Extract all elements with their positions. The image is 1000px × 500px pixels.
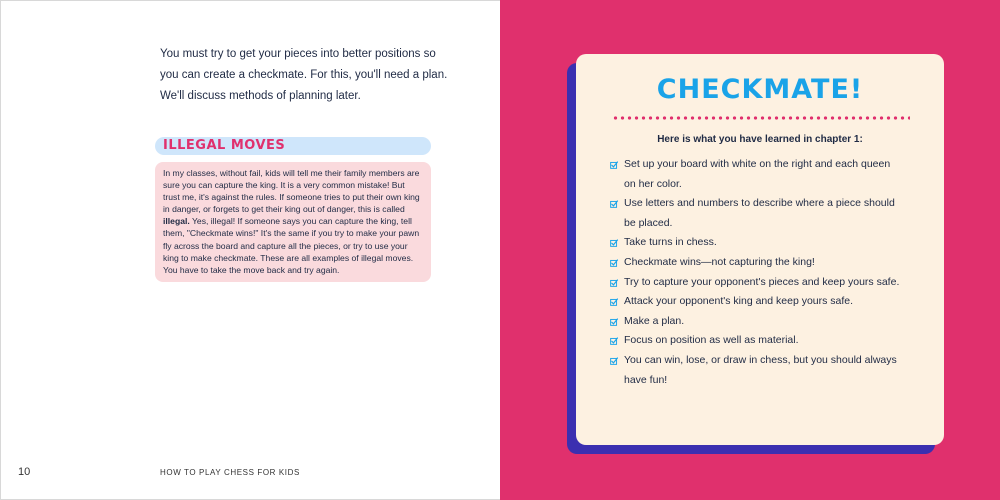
illegal-moves-text: In my classes, without fail, kids will tell me their family members are sure you can capture the king. It is a very common mistake! But trust me, it's against the rules. If someone tries to put their own king in danger, or forgets to get their king out of danger, this is called <box>163 168 420 215</box>
dotted-divider <box>612 116 910 120</box>
illegal-moves-box <box>155 162 431 282</box>
checklist-item <box>610 233 910 253</box>
illegal-bold-word: illegal. <box>163 216 190 227</box>
checklist-item <box>610 273 910 293</box>
checked-box-icon <box>610 200 618 208</box>
checklist <box>610 155 910 390</box>
running-head: HOW TO PLAY CHESS FOR KIDS <box>160 468 300 477</box>
intro-line: you can create a checkmate. For this, you'll need a plan. <box>160 69 448 81</box>
checked-box-icon <box>610 357 618 365</box>
checked-box-icon <box>610 161 618 169</box>
checklist-item-line: Try to capture your opponent's pieces and keep yours safe. <box>624 275 900 288</box>
checked-box-icon <box>610 279 618 287</box>
checklist-item <box>610 155 910 194</box>
intro-line: We'll discuss methods of planning later. <box>160 90 361 102</box>
checklist-item-line: You can win, lose, or draw in chess, but you should always <box>624 353 897 366</box>
checked-box-icon <box>610 239 618 247</box>
checked-box-icon <box>610 318 618 326</box>
page-number: 10 <box>18 466 31 478</box>
illegal-moves-text-end: Yes, illegal! If someone says you can capture the king, tell them, "Checkmate wins!" It's the same if you try to make your pawn fly across the board and capture all the pieces, or try to use your king to make checkmate. These are all examples of illegal moves. You have to take the move back and try again. <box>163 216 420 275</box>
intro-line: You must try to get your pieces into better positions so <box>160 48 436 60</box>
checklist-item-line: Attack your opponent's king and keep yours safe. <box>624 295 854 308</box>
checklist-item <box>610 194 910 233</box>
checklist-item-line: Checkmate wins—not capturing the king! <box>624 255 815 268</box>
checklist-item-line: have fun! <box>624 373 668 386</box>
checklist-item-line: be placed. <box>624 216 673 229</box>
checkmate-card <box>576 54 944 445</box>
checked-box-icon <box>610 337 618 345</box>
checklist-item <box>610 331 910 351</box>
checked-box-icon <box>610 298 618 306</box>
checklist-item <box>610 312 910 332</box>
checklist-item-line: Set up your board with white on the right and each queen <box>624 158 891 170</box>
card-subtitle: Here is what you have learned in chapter 1: <box>657 134 863 145</box>
checklist-item <box>610 292 910 312</box>
card-title: CHECKMATE! <box>656 74 864 105</box>
checklist-item-line: Make a plan. <box>624 314 685 327</box>
checklist-item-line: Take turns in chess. <box>624 236 717 249</box>
intro-paragraph <box>160 44 450 107</box>
checklist-item <box>610 253 910 273</box>
checklist-item <box>610 351 910 390</box>
checklist-item-line: Focus on position as well as material. <box>624 334 799 347</box>
checked-box-icon <box>610 259 618 267</box>
checklist-item-line: Use letters and numbers to describe where a piece should <box>624 197 895 210</box>
checklist-item-line: on her color. <box>624 177 682 190</box>
illegal-moves-heading: ILLEGAL MOVES <box>155 137 431 155</box>
